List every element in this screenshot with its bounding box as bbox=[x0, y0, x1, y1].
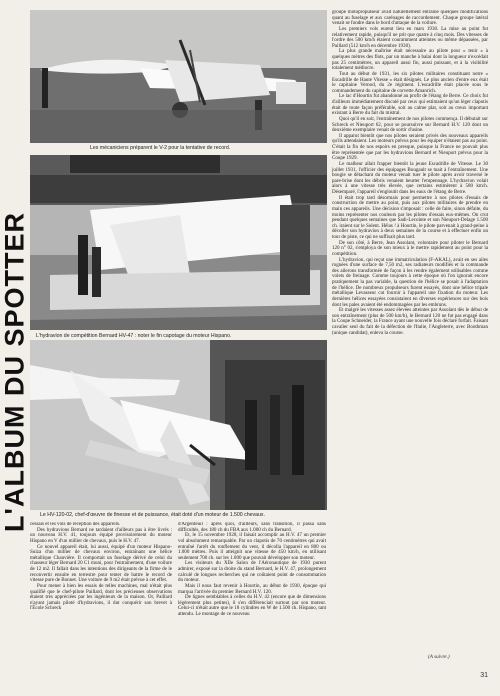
paragraph: Ce nouvel appareil était, lui aussi, équipé d'un moteur Hispano-Suiza d'un millier de chevaux environ, entraînant une hélice métallique Chauvière. Il comportait un fuselage dérivé de celui du chasseur léger Bernard 20 C1 muni, pour l'entraînement, d'une voilure de 12 m2. Il fallait dans les intentions des dirigeants de la firme de le reconvertir ensuite en terrestre pour tenter de battre le record de vitesse pure de Bonnet. Une voiture de 9 m2 était prévue à cet effet. bbox=[30, 543, 172, 584]
text-column-left bbox=[30, 522, 172, 666]
caption-photo2: L'hydravion de compétition Bernard HV-47 : noter le fin capotage du moteur Hispano. bbox=[36, 333, 232, 339]
side-title-text: L'ALBUM DU SPOTTER bbox=[0, 212, 30, 532]
paragraph: De lignes semblables à celles du H.V. 42 (encore que de dimensions légèrement plus petites), il s'en différenciait surtout par son moteur. Celui-ci n'était autre que le 18 cylindres en W de 1.500 ch. Hispano, tant attendu. Le montage de ce nouveau bbox=[178, 594, 326, 617]
paragraph: L'hydravion, qui reçut une immatriculation (F-AKAL), avait en ses ailes rognées d'une surface de 7,50 m2, ses radiateurs modifiés et la commande des ailerons transformée de façon à les rendre également utilisables comme volets de freinage. Comme toujours à cette époque où l'on ignorait encore pratiquement la pas variable, la question de l'hélice se posait à l'adaptation de l'hélice. De nombreux propulseurs furent essayés, dont une hélice tripale métallique Levasseur cut fournir à l'appareil une fixation du moteur. Les dernières hélices essayées consistaient en diverses expériences sur des bois dont les pales avaient été endommagées par les embruns. bbox=[332, 256, 488, 308]
photo-hv120-seaplane bbox=[30, 340, 327, 510]
paragraph: Il apparut bientôt que nos pilotes seraient privés des nouveaux appareils qu'ils attendaient. Les moteurs prévus pour les équiper n'étaient pas au point. C'était la fin de nos espoirs en presque, puisque la France ne pouvait plus être représentée que par les hydravions Bernard et Nieuport prévus pour la Coupe 1929. bbox=[332, 132, 488, 162]
paragraph: Les premiers vols eurent lieu en mars 1930. La mise au point fut relativement rapide, puisqu'il ne prit que quatre à cinq mois. Des vitesses de l'ordre des 500 km/h étaient couramment atteintes ou même dépassées, par Paillard (512 km/h en décembre 1930). bbox=[332, 25, 488, 49]
paragraph: La plus grande maîtrise était nécessaire au pilote pour « tenir » à quelques mètres des flots, par un manche à balai dont la longueur n'excédait pas 25 centimètres, un appareil aussi fin, aussi puissant, et à la visibilité totalement médiocre. bbox=[332, 48, 488, 72]
paragraph: Quoi qu'il en soit, l'entraînement de nos pilotes commença. Il débutait sur Schreck et Nieuport 62, pour se poursuivre sur Bernard H.V. 120 dont un deuxième exemplaire venait de sortir d'usine. bbox=[332, 115, 488, 134]
paragraph: groupe motopropulseur avait naturellement entraîné quelques modifications quant au fuselage et aux carénages de raccordement. Chaque groupe latéral venait se fondre dans le bord d'attaque de la voilure. bbox=[332, 10, 488, 27]
paragraph: Tout au début de 1931, les six pilotes militaires constituant notre « Escadrille de Haute Vitesse » était désignés. Le plus ancien d'entre eux était le capitaine Vernod, du 2e régiment. L'escadrille était placée sous le commandement du capitaine de corvette Amanrich. bbox=[332, 70, 488, 94]
caption-photo3: Le HV-120-02, chef-d'œuvre de finesse et de puissance, était doté d'un moteur de 1.500 chevaux. bbox=[40, 512, 265, 518]
paragraph: Le lac d'Hourtin fut abandonné au profit de l'étang de Berre. Ce choix fut d'ailleurs immédiatement discuté par ceux qui estimaient qu'un léger clapotis était de toute façon préférable, soit au calme plat, soit au creux important existant à Berre du fait du mistral. bbox=[332, 93, 488, 117]
photo-hv47-seaplane bbox=[30, 155, 327, 330]
photo-v2-aircraft bbox=[30, 10, 327, 143]
side-title bbox=[2, 92, 28, 652]
paragraph: Et malgré les vitesses assez élevées atteintes par Assolant dès le début de son entraînement (plus de 500 km/h), le Bernard 120 ne fut pas engagé dans la Coupe Schneider, la France ayant une nouvelle fois déclaré forfait. Faisant cavalier seul du fait de la défection de l'Italie, l'Angleterre, avec Boothman (unique candidat), enleva la course. bbox=[332, 307, 488, 336]
page-number: 31 bbox=[480, 672, 488, 679]
paragraph: Le malheur allait frapper bientôt la jeune Escadrille de Vitesse. Le 30 juillet 1931, l'officier des équipages Bougault se tuait à l'entraînement. Une bougie se détachant du moteur venait tuer le pilote après avoir traversé le pare-brise dont les débris venaient heurter l'empennage. L'hydravion volait alors à une vitesse très élevée, que certains estimèrent à 580 km/h. Désemparé, l'appareil s'engloutit dans les eaux de l'étang de Berre. bbox=[332, 160, 488, 195]
paragraph: De son côté, à Berre, Jean Assolant, volontaire pour piloter le Bernard 120 n° 02, s'employa de son mieux à le mettre rapidement au point pour la compétition. bbox=[332, 239, 488, 257]
paragraph: Et, le 15 novembre 1928, il faisait accomplir au H.V. 47 un premier vol absolument remarquable. Par un clapotis de 70 centimètres qui avait entraîné l'arrêt du ronflement du vent, il décolla l'appareil en 800 ou 1.000 mètres. Puis il atteignit une vitesse de 450 km/h, en utilisant seulement 700 ch. sur les 1.000 que pouvait développer son moteur. bbox=[178, 532, 326, 561]
text-column-right bbox=[332, 10, 488, 660]
to-follow-note: (A suivre.) bbox=[428, 654, 450, 660]
paragraph: Il était trop tard désormais pour permettre à nos pilotes d'essais de construction de mettre au point, puis aux pilotes militaires de prendre en main ces appareils. Une décision s'imposait : celle de faire, sinon défaite, du moins représenter nos couleurs par les pilotes d'essais eux-mêmes. On crut pendant quelques semaines que Sadi-Lecointe et son Nieuport-Delage 1.500 ch. iraient sur le Solent. Hélas ! à Hourtin, le pilote parvenait à grand-peine à décoller son hydravion à deux semaines de la course et à effectuer enfin un tour de piste, ce qui ne suffisait plus tard. bbox=[332, 194, 488, 240]
paragraph: cessais et les vols de réception des appareils. bbox=[30, 522, 121, 527]
paragraph: Pour mener à bien les essais de telles machines, mal n'était plus qualifié que le chef-pilote Paillard, dont les précieuses observations étaient très appréciées par les ingénieurs de la maison. Or, Paillard n'ayant jamais piloté d'hydravions, il dut conquérir son brevet à l'École Schreck bbox=[30, 582, 172, 612]
text-column-middle bbox=[178, 522, 326, 666]
paragraph: Des hydravions Bernard ne tardaient d'ailleurs pas à être livrés : un nouveau H.V. 41, toujours équipé provisoirement du moteur Hispano en V d'un millier de chevaux, puis le H.V. 47. bbox=[30, 526, 172, 544]
paragraph: Les visiteurs du XIIe Salon de l'Aéronautique de 1930 purent admirer, exposé sur la droite du stand Bernard, le H.V. 47, prolongement calculé de longues recherches qui ne coûtaient point de consommation du moteur. bbox=[178, 560, 326, 584]
paragraph: Mais il nous faut revenir à Hourtin, au début de 1930, époque qui marqua l'arrivée du premier Bernard H.V. 120. bbox=[178, 582, 326, 595]
paragraph: d'Argenteuil : après quoi, d'ailleurs, sans transition, il passa sans difficultés, des 180 ch du FBA aux 1.000 ch du Bernard. bbox=[178, 522, 326, 533]
caption-photo1: Les mécaniciens préparent le V-2 pour la tentative de record. bbox=[90, 145, 231, 151]
